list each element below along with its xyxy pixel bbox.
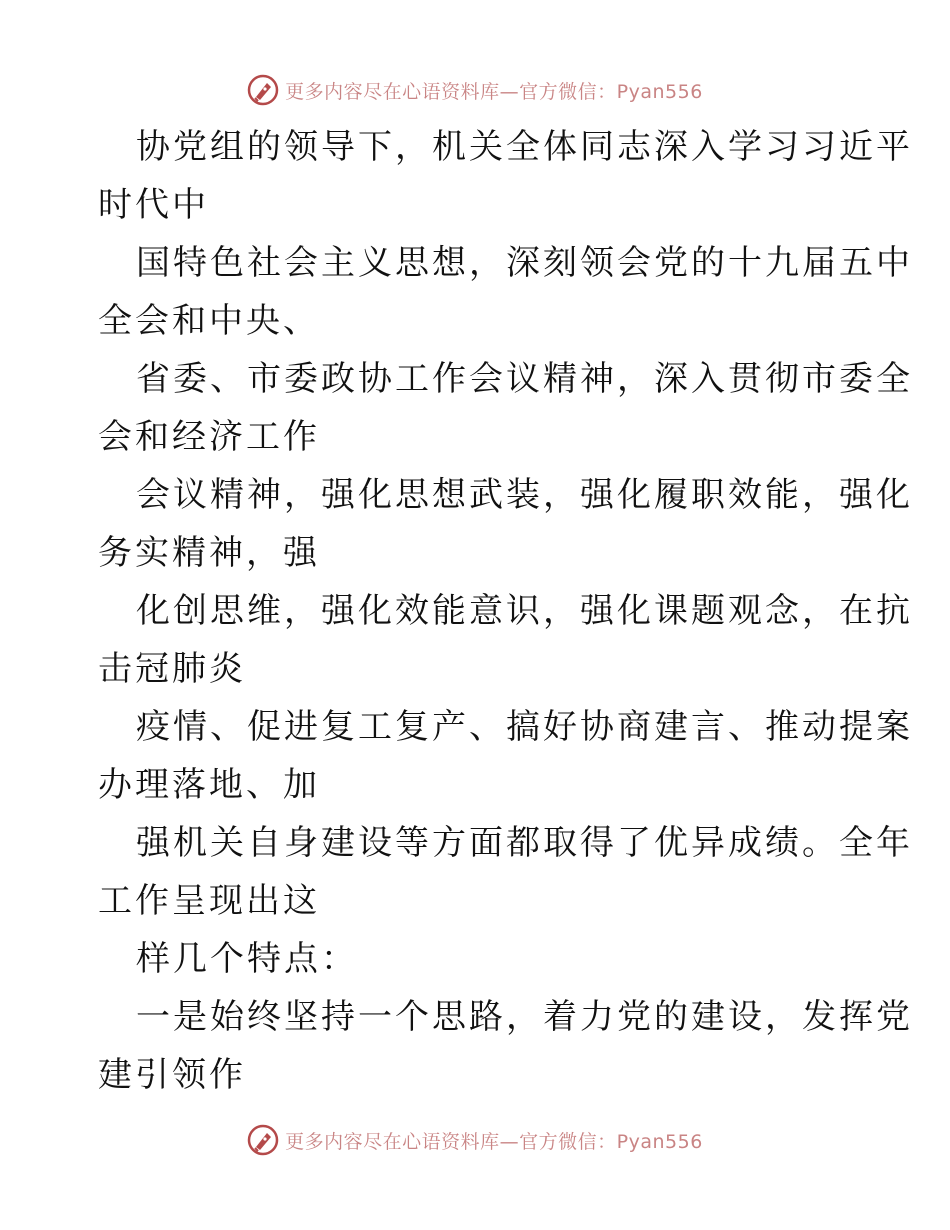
body-line: 一是始终坚持一个思路，着力党的建设，发挥党 — [136, 997, 913, 1037]
body-line: 会和经济工作 — [98, 417, 320, 457]
body-line: 疫情、促进复工复产、搞好协商建言、推动提案 — [136, 707, 913, 747]
body-line: 全会和中央、 — [98, 301, 320, 341]
body-line: 协党组的领导下，机关全体同志深入学习习近平 — [136, 127, 913, 167]
body-line: 国特色社会主义思想，深刻领会党的十九届五中 — [136, 243, 913, 283]
body-line: 省委、市委政协工作会议精神，深入贯彻市委全 — [136, 359, 913, 399]
document-body — [98, 118, 913, 1104]
header-watermark — [0, 70, 950, 110]
body-line: 化创思维，强化效能意识，强化课题观念，在抗 — [136, 591, 913, 631]
body-line: 时代中 — [98, 185, 209, 225]
watermark-text: 更多内容尽在心语资料库—官方微信：Pyan556 — [285, 80, 703, 103]
body-line: 会议精神，强化思想武装，强化履职效能，强化 — [136, 475, 913, 515]
body-line: 办理落地、加 — [98, 765, 320, 805]
pen-nib-logo-icon — [247, 1124, 279, 1156]
body-line: 强机关自身建设等方面都取得了优异成绩。全年 — [136, 823, 913, 863]
body-line: 务实精神，强 — [98, 533, 320, 573]
body-line: 建引领作 — [98, 1055, 246, 1095]
watermark-text: 更多内容尽在心语资料库—官方微信：Pyan556 — [285, 1130, 703, 1153]
pen-nib-logo-icon — [247, 74, 279, 106]
body-line: 样几个特点： — [136, 939, 358, 979]
body-line: 工作呈现出这 — [98, 881, 320, 921]
footer-watermark — [0, 1120, 950, 1160]
body-line: 击冠肺炎 — [98, 649, 246, 689]
